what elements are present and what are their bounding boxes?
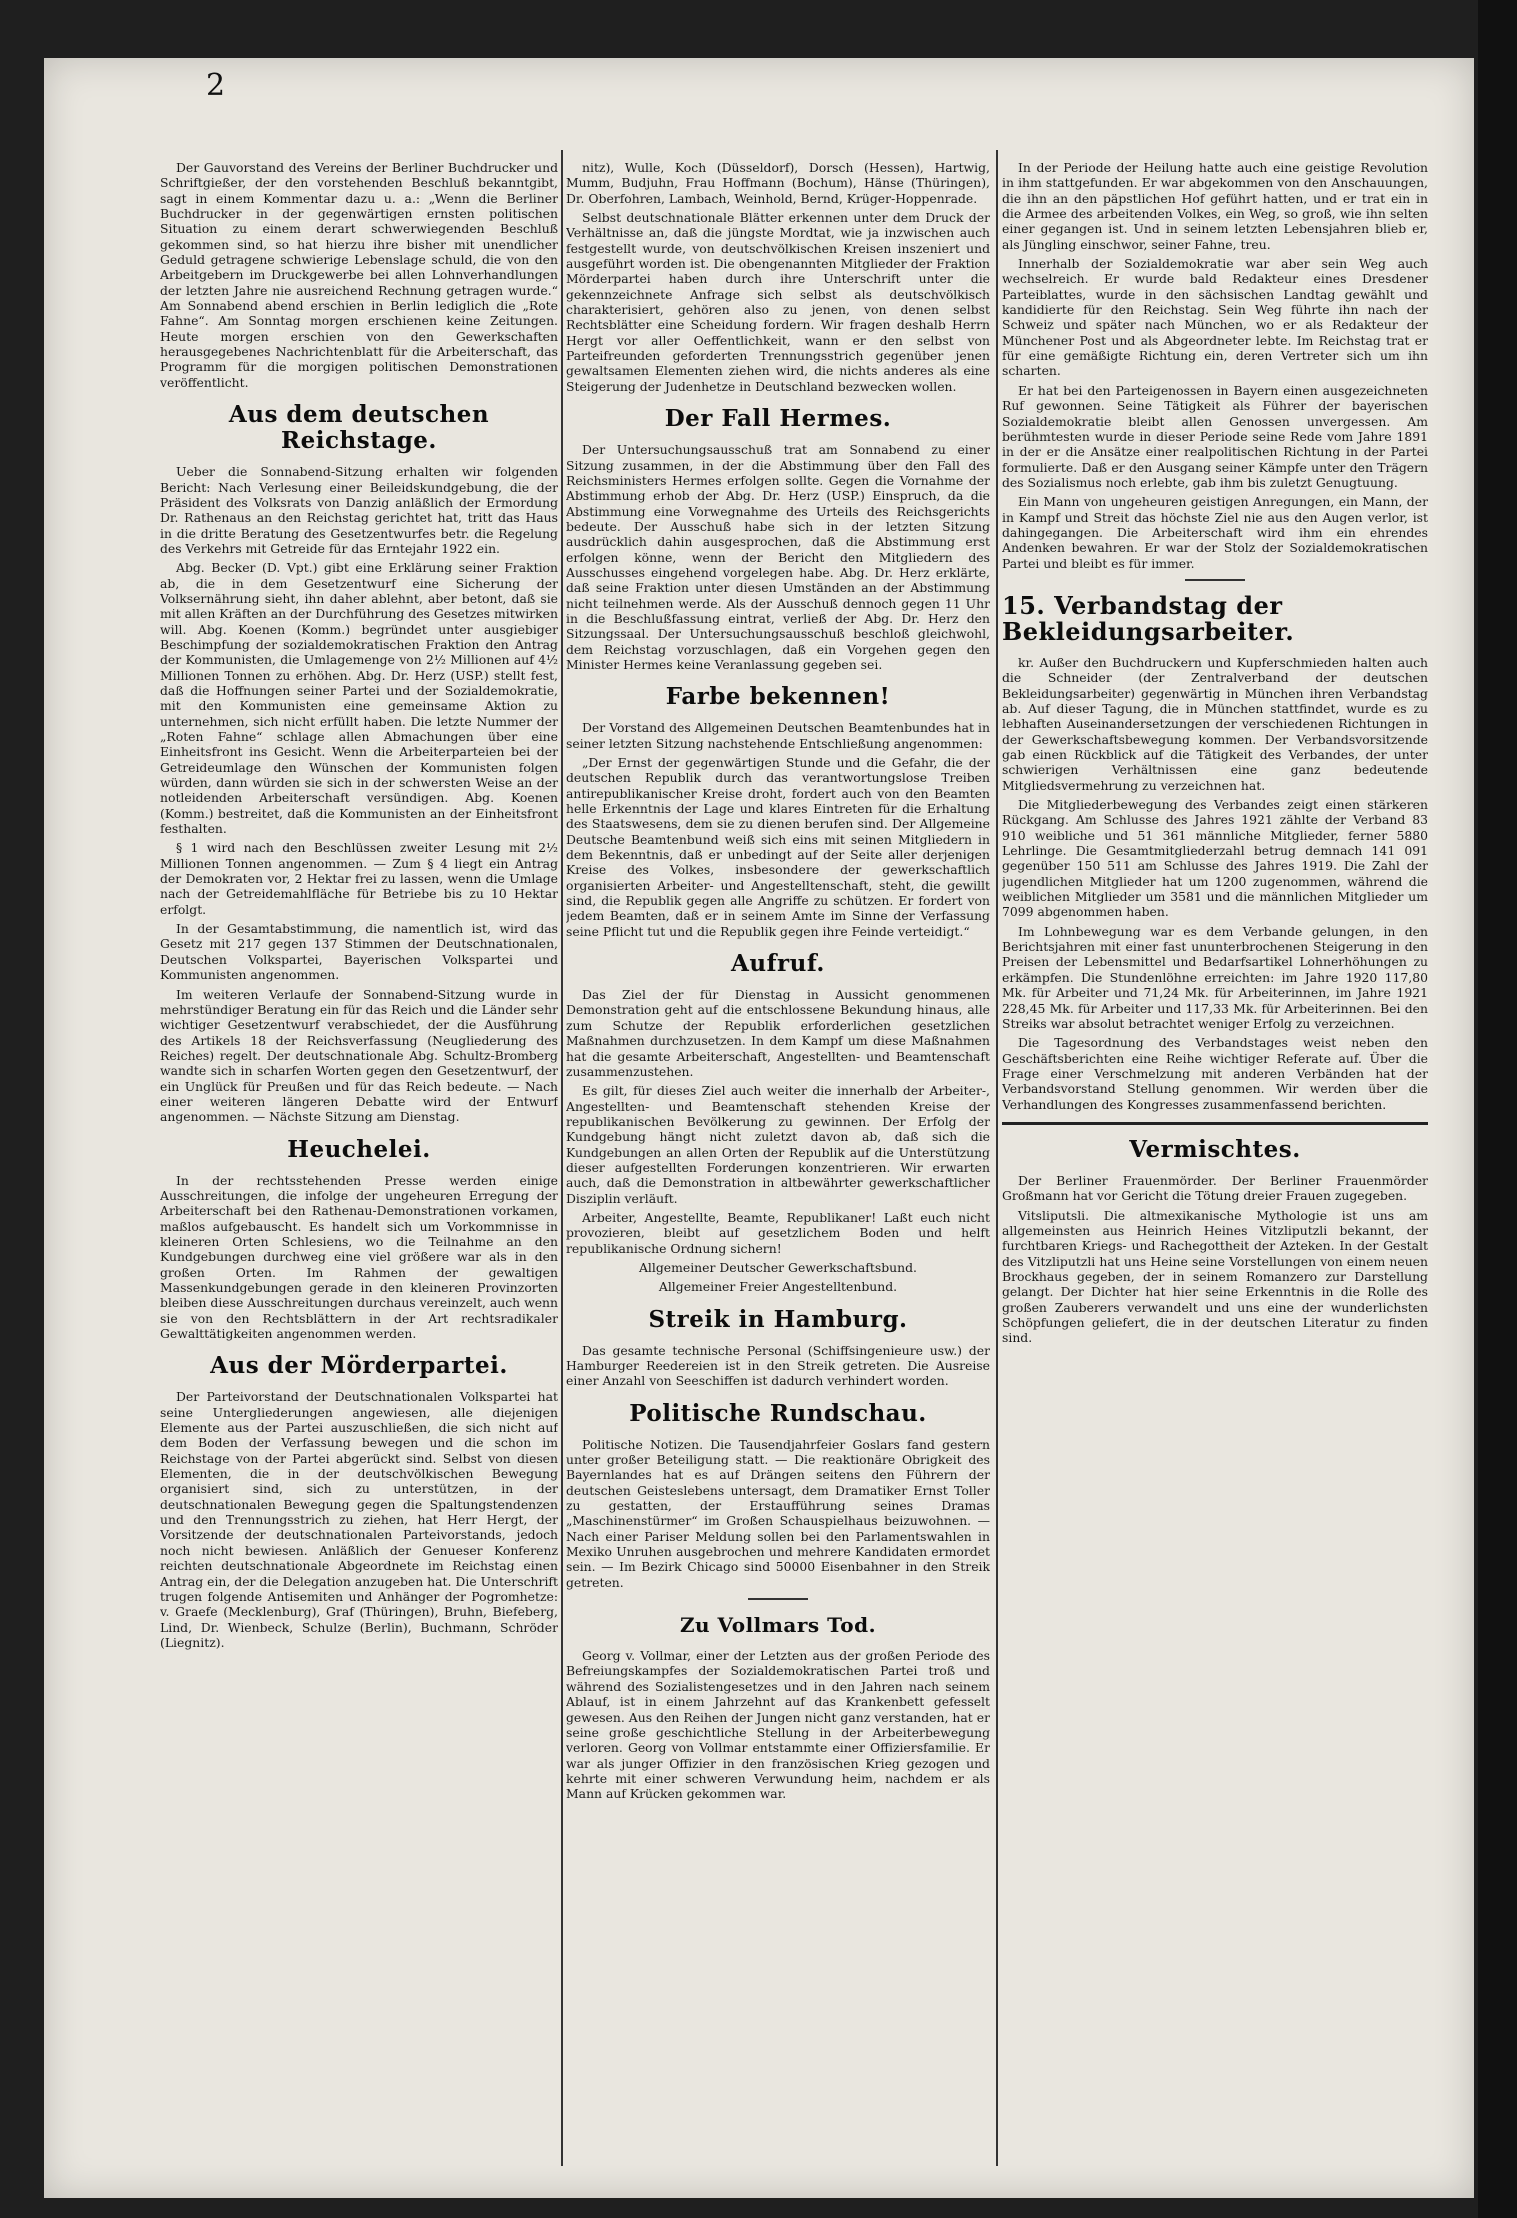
headline-heuchelei: Heuchelei.	[287, 1135, 431, 1163]
article-paragraph: Der Berliner Frauenmörder. Der Berliner Frauenmörder Großmann hat vor Gericht die Tötung dreier Frauen zugegeben.	[1002, 1172, 1428, 1204]
article-paragraph: Er hat bei den Parteigenossen in Bayern einen ausgezeichneten Ruf gewonnen. Seine Tätigkeit als Führer der bayerischen Sozialdemokratie bleibt allen Genossen unvergessen. Am berühmtesten wurde in dieser Periode seine Rede vom Jahre 1891 in der er die Ansätze einer realpolitischen Richtung in der Partei formulierte. Daß er den Ausgang seiner Kämpfe unter den Trägern des Sozialismus noch erlebte, gab ihm bis zuletzt Genugtuung.	[1002, 382, 1428, 490]
article-paragraph: Der Vorstand des Allgemeinen Deutschen Beamtenbundes hat in seiner letzten Sitzung nachstehende Entschließung angenommen:	[566, 720, 990, 751]
article-paragraph: Der Gauvorstand des Vereins der Berliner Buchdrucker und Schriftgießer, der den vorstehenden Beschluß bekanntgibt, sagt in einem Kommentar dazu u. a.: „Wenn die Berliner Buchdrucker in der gegenwärtigen ernsten politischen Situation zu einem derart schwerwiegenden Beschluß gekommen sind, so hat hierzu ihre bisher mit unendlicher Geduld getragene schwierige Lebenslage schuld, die von den Arbeitgebern im Druckgewerbe bei allen Lohnverhandlungen der letzten Jahre nie ausreichend Rechnung getragen wurde.“ Am Sonnabend abend erschien in Berlin lediglich die „Rote Fahne“. Am Sonntag morgen erschienen keine Zeitungen. Heute morgen erschien von den Gewerkschaften herausgegebenes Nachrichtenblatt für die Arbeiterschaft, das Programm für die morgigen politischen Demonstrationen veröffentlicht.	[160, 160, 558, 390]
article-paragraph: In der Periode der Heilung hatte auch eine geistige Revolution in ihm stattgefunden. Er war abgekommen von den Anschauungen, die ihn an den päpstlichen Hof geführt hatten, und er trat ein in die Armee des arbeitenden Volkes, ein Weg, so groß, wie ihn selten einer gegangen ist. Und in seinem letzten Lebensjahren blieb er, als Jüngling einschwor, seiner Fahne, treu.	[1002, 160, 1428, 252]
headline-fall-hermes: Der Fall Hermes.	[664, 405, 892, 433]
headline-aufruf: Aufruf.	[731, 950, 825, 978]
article-paragraph: Es gilt, für dieses Ziel auch weiter die innerhalb der Arbeiter-, Angestellten- und Beamtenschaft stehenden Kreise der republikanischen Bevölkerung zu gewinnen. Der Erfolg der Kundgebung hängt nicht zuletzt davon ab, daß sich die Kundgebungen an allen Orten der Republik auf die Unterstützung dieser aufgestellten Forderungen konzentrieren. Wir erwarten auch, daß die Demonstration in altbewährter gewerkschaftlicher Disziplin verläuft.	[566, 1083, 990, 1206]
article-paragraph: Innerhalb der Sozialdemokratie war aber sein Weg auch wechselreich. Er wurde bald Redakteur eines Dresdener Parteiblattes, wurde in den sächsischen Landtag gewählt und kandidierte für den Reichstag. Sein Weg führte ihn nach der Schweiz und später nach München, wo er als Redakteur der Münchener Post und als Abgeordneter lebte. Im Reichstag trat er für eine gemäßigte Richtung ein, deren Vertreter sich um ihn scharten.	[1002, 256, 1428, 379]
headline-verbandstag: 15. Verbandstag der Bekleidungsarbeiter.	[1002, 590, 1295, 646]
section-divider	[1002, 1122, 1428, 1125]
column-1	[160, 160, 558, 2166]
headline-reichstag: Aus dem deutschen Reichstage.	[228, 401, 490, 455]
article-paragraph: Vitsliputsli. Die altmexikanische Mythologie ist uns am allgemeinsten aus Heinrich Heines Vitzliputzli bekannt, der furchtbaren Kriegs- und Rachegottheit der Azteken. In der Gestalt des Vitzliputzli hat uns Heine seine Vorstellungen von einem neuen Brockhaus gegeben, der in seinem Romanzero zur Darstellung gelangt. Der Dichter hat hier seine Erkenntnis in die Rolle des großen Zauberers verwandelt und uns eine der wunderlichsten Schöpfungen geliefert, die in der deutschen Literatur zu finden sind.	[1002, 1207, 1428, 1346]
article-paragraph: Georg v. Vollmar, einer der Letzten aus der großen Periode des Befreiungskampfes der Sozialdemokratischen Partei troß und während des Sozialistengesetzes und in den Jahren nach seinem Ablauf, ist in einem Jahrzehnt auf das Krankenbett gefesselt gewesen. Aus den Reihen der Jungen nicht ganz verstanden, hat er seine große geschichtliche Stellung in der Arbeiterbewegung verloren. Georg von Vollmar entstammte einer Offiziersfamilie. Er war als junger Offizier in den französischen Krieg gezogen und kehrte mit einer schweren Verwundung heim, nachdem er als Mann auf Krücken gekommen war.	[566, 1648, 990, 1802]
column-rule	[996, 150, 998, 2166]
section-divider	[1185, 579, 1245, 581]
article-paragraph: Abg. Becker (D. Vpt.) gibt eine Erklärung seiner Fraktion ab, die in dem Gesetzentwurf eine Sicherung der Volksernährung sieht, ihn daher ablehnt, aber betont, daß sie mit allen Kräften an der Durchführung des Gesetzes mitwirken will. Abg. Koenen (Komm.) begründet unter ausgiebiger Beschimpfung der sozialdemokratischen Fraktion den Antrag der Kommunisten, die Umlagemenge von 2½ Millionen auf 4½ Millionen Tonnen zu erhöhen. Abg. Dr. Herz (USP.) stellt fest, daß die Hoffnungen seiner Partei und der Sozialdemokratie, mit den Kommunisten eine gemeinsame Aktion zu unternehmen, sich nicht erfüllt haben. Die letzte Nummer der „Roten Fahne“ schlage allen Abmachungen über eine Einheitsfront ins Gesicht. Wenn die Arbeiterparteien bei der Getreideumlage den Wünschen der Kommunisten folgen würden, dann würden sie sich in der schwersten Weise an der notleidenden Arbeiterschaft versündigen. Abg. Koenen (Komm.) bestreitet, daß die Kommunisten an der Einheitsfront festhalten.	[160, 560, 558, 837]
headline-politische-rundschau: Politische Rundschau.	[629, 1399, 927, 1427]
article-paragraph: kr. Außer den Buchdruckern und Kupferschmieden halten auch die Schneider (der Zentralverband der deutschen Bekleidungsarbeiter) gegenwärtig in München ihren Verbandstag ab. Auf dieser Tagung, die in München stattfindet, wurde es zu lebhaften Auseinandersetzungen der verschiedenen Richtungen in der Gewerkschaftsbewegung kommen. Der Verbandsvorsitzende gab einen Rückblick auf die Tätigkeit des Verbandes, der unter schwierigen Verhältnissen eine ganz bedeutende Mitgliedsvermehrung zu verzeichnen hat.	[1002, 654, 1428, 793]
article-paragraph: nitz), Wulle, Koch (Düsseldorf), Dorsch (Hessen), Hartwig, Mumm, Budjuhn, Frau Hoffmann (Bochum), Hänse (Thüringen), Dr. Oberfohren, Lambach, Weinhold, Bernd, Krüger-Hoppenrade.	[566, 160, 990, 206]
article-paragraph: In der Gesamtabstimmung, die namentlich ist, wird das Gesetz mit 217 gegen 137 Stimmen der Deutschnationalen, Deutschen Volkspartei, Bayerischen Volkspartei und Kommunisten angenommen.	[160, 921, 558, 983]
headline-moerderpartei: Aus der Mörderpartei.	[210, 1352, 508, 1380]
signature-line: Allgemeiner Freier Angestelltenbund.	[658, 1279, 898, 1295]
article-paragraph: In der rechtsstehenden Presse werden einige Ausschreitungen, die infolge der ungeheuren Erregung der Arbeiterschaft bei den Rathenau-Demonstrationen vorkamen, maßlos aufgebauscht. Es handelt sich um Vorkommnisse in kleineren Orten Schlesiens, wo die Teilnahme an den Kundgebungen durchweg eine viel größere war als in den großen Orten. Im Rahmen der gewaltigen Massenkundgebungen gerade in den kleineren Provinzorten bleiben diese Ausschreitungen durchaus vereinzelt, auch wenn sie von den Rechtsblättern in der Art rechtsradikaler Gewalttätigkeiten angenommen werden.	[160, 1172, 558, 1342]
article-paragraph: Selbst deutschnationale Blätter erkennen unter dem Druck der Verhältnisse an, daß die jüngste Mordtat, wie ja inzwischen auch festgestellt wurde, von deutschvölkischen Kreisen inszeniert und ausgeführt worden ist. Die obengenannten Mitglieder der Fraktion Mörderpartei haben durch ihre Unterschrift unter die gekennzeichnete Anfrage sich selbst als deutschvölkisch charakterisiert, gehören also zu jenen, von denen selbst Rechtsblätter eine Scheidung fordern. Wir fragen deshalb Herrn Hergt vor aller Oeffentlichkeit, wann er den selbst von Parteifreunden geforderten Trennungsstrich gegenüber jenen gewaltsamen Elementen ziehen wird, die nichts anderes als eine Steigerung der Judenhetze in Deutschland bezwecken wollen.	[566, 210, 990, 394]
headline-farbe-bekennen: Farbe bekennen!	[665, 683, 891, 711]
column-3	[1002, 160, 1428, 2166]
article-paragraph: Ueber die Sonnabend-Sitzung erhalten wir folgenden Bericht: Nach Verlesung einer Beileidskundgebung, die der Präsident des Volksrats von Danzig anläßlich der Ermordung Dr. Rathenaus an den Reichstag gerichtet hat, tritt das Haus in die dritte Beratung des Gesetzentwurfes betr. die Regelung des Verkehrs mit Getreide für das Erntejahr 1922 ein.	[160, 464, 558, 556]
article-paragraph: Arbeiter, Angestellte, Beamte, Republikaner! Laßt euch nicht provozieren, bleibt auf gesetzlichem Boden und helft republikanische Ordnung sichern!	[566, 1209, 990, 1256]
article-paragraph: „Der Ernst der gegenwärtigen Stunde und die Gefahr, die der deutschen Republik durch das verantwortungslose Treiben antirepublikanischer Kreise droht, fordert auch von den Beamten helle Erkenntnis der Lage und klares Eintreten für die Erhaltung des Staatswesens, dem sie zu dienen berufen sind. Der Allgemeine Deutsche Beamtenbund weiß sich eins mit seinen Mitgliedern in dem Bekenntnis, daß er unbedingt auf der Seite aller derjenigen Kreise des Volkes, insbesondere der gewerkschaftlich organisierten Arbeiter- und Angestelltenschaft, steht, die gewillt sind, die Republik gegen alle Angriffe zu schützen. Er fordert von jedem Beamten, daß er in seinem Amte im Sinne der Verfassung seine Pflicht tut und die Republik gegen ihre Feinde verteidigt.“	[566, 755, 990, 939]
article-paragraph: Der Untersuchungsausschuß trat am Sonnabend zu einer Sitzung zusammen, in der die Abstimmung über den Fall des Reichsministers Hermes erfolgen sollte. Gegen die Vornahme der Abstimmung erhob der Abg. Dr. Herz (USP.) Einspruch, da die Abstimmung eine Vorwegnahme des Urteils des Reichsgerichts bedeute. Der Ausschuß habe sich in der letzten Sitzung ausdrücklich dahin ausgesprochen, daß die Abstimmung erst erfolgen könne, wenn der Bericht den Mitgliedern des Ausschusses eingehend vorgelegen habe. Abg. Dr. Herz erklärte, daß seine Fraktion unter diesen Umständen an der Abstimmung nicht teilnehmen werde. Als der Ausschuß dennoch gegen 11 Uhr in die Beschlußfassung eintrat, verließ der Abg. Dr. Herz den Sitzungssaal. Der Untersuchungsausschuß beschloß gleichwohl, dem Reichstag vorzuschlagen, daß ein Vorgehen gegen den Minister Hermes keine Veranlassung gegeben sei.	[566, 442, 990, 672]
page-number: 2	[206, 68, 226, 103]
headline-vollmars-tod: Zu Vollmars Tod.	[679, 1613, 877, 1638]
article-paragraph: Im Lohnbewegung war es dem Verbande gelungen, in den Berichtsjahren mit einer fast ununterbrochenen Steigerung in den Preisen der Lebensmittel und Bedarfsartikel Lohnerhöhungen zu erkämpfen. Die Stundenlöhne erreichten: im Jahre 1920 117,80 Mk. für Arbeiter und 71,24 Mk. für Arbeiterinnen, im Jahre 1921 228,45 Mk. für Arbeiter und 117,33 Mk. für Arbeiterinnen. Bei den Streiks war absolut betrachtet weniger Erfolg zu verzeichnen.	[1002, 923, 1428, 1031]
headline-vermischtes: Vermischtes.	[1129, 1135, 1301, 1163]
article-paragraph: Politische Notizen. Die Tausendjahrfeier Goslars fand gestern unter großer Beteiligung statt. — Die reaktionäre Obrigkeit des Bayernlandes hat es auf Drängen seitens den Führern der deutschen Geisteslebens untersagt, dem Dramatiker Ernst Toller zu gestatten, der Erstaufführung seines Dramas „Maschinenstürmer“ im Großen Schauspielhaus beizuwohnen. — Nach einer Pariser Meldung sollen bei den Parlamentswahlen in Mexiko Unruhen ausgebrochen und mehrere Kandidaten ermordet sein. — Im Bezirk Chicago sind 50000 Eisenbahner in den Streik getreten.	[566, 1436, 990, 1590]
signature-line: Allgemeiner Deutscher Gewerkschaftsbund.	[638, 1259, 917, 1275]
column-rule	[561, 150, 563, 2166]
article-paragraph: Ein Mann von ungeheuren geistigen Anregungen, ein Mann, der in Kampf und Streit das höchste Ziel nie aus den Augen verlor, ist dahingegangen. Die Arbeiterschaft wird ihm ein ehrendes Andenken bewahren. Er war der Stolz der Sozialdemokratischen Partei und bleibt es für immer.	[1002, 494, 1428, 571]
article-paragraph: Die Tagesordnung des Verbandstages weist neben den Geschäftsberichten eine Reihe wichtiger Referate auf. Über die Frage einer Verschmelzung mit anderen Verbänden hat der Verbandsvorstand Stellung genommen. Wir werden über die Verhandlungen des Kongresses zusammenfassend berichten.	[1002, 1035, 1428, 1112]
headline-streik-hamburg: Streik in Hamburg.	[648, 1305, 908, 1333]
scan-edge	[1478, 0, 1517, 2218]
article-paragraph: Die Mitgliederbewegung des Verbandes zeigt einen stärkeren Rückgang. Am Schlusse des Jahres 1921 zählte der Verband 83 910 weibliche und 51 361 männliche Mitglieder, ferner 5880 Lehrlinge. Die Gesamtmitgliederzahl betrug demnach 141 091 gegenüber 150 511 am Schlusse des Jahres 1919. Die Zahl der jugendlichen Mitglieder hat um 1200 zugenommen, während die weiblichen Mitglieder um 3581 und die männlichen Mitglieder um 7099 abgenommen haben.	[1002, 797, 1428, 920]
article-paragraph: Das Ziel der für Dienstag in Aussicht genommenen Demonstration geht auf die entschlossene Bekundung hinaus, alle zum Schutze der Republik erforderlichen gesetzlichen Maßnahmen durchzusetzen. In dem Kampf um diese Maßnahmen hat die gesamte Arbeiterschaft, Angestellten- und Beamtenschaft zusammenzustehen.	[566, 987, 990, 1079]
article-paragraph: Der Parteivorstand der Deutschnationalen Volkspartei hat seine Untergliederungen angewiesen, alle diejenigen Elemente aus der Partei auszuschließen, die sich nicht auf dem Boden der Verfassung bewegen und die schon im Reichstage von der Partei abgerückt sind. Selbst von diesen Elementen, die in der deutschvölkischen Bewegung organisiert sind, sich zu unterstützen, in der deutschnationalen Bewegung gegen die Spaltungstendenzen und den Trennungsstrich zu ziehen, hat Herr Hergt, der Vorsitzende der deutschnationalen Parteivorstands, jedoch noch nicht bewiesen. Anläßlich der Genueser Konferenz reichten deutschnationale Abgeordnete im Reichstag einen Antrag ein, der die Delegation anzugeben hat. Die Unterschrift trugen folgende Antisemiten und Anhänger der Pogromhetze: v. Graefe (Mecklenburg), Graf (Thüringen), Bruhn, Biefeberg, Lind, Dr. Wienbeck, Schulze (Berlin), Buchmann, Schröder (Liegnitz).	[160, 1389, 558, 1650]
article-paragraph: Das gesamte technische Personal (Schiffsingenieure usw.) der Hamburger Reedereien ist in den Streik getreten. Die Ausreise einer Anzahl von Seeschiffen ist dadurch verhindert worden.	[566, 1342, 990, 1389]
column-2	[566, 160, 990, 2166]
section-divider	[748, 1598, 808, 1600]
article-paragraph: Im weiteren Verlaufe der Sonnabend-Sitzung wurde in mehrstündiger Beratung ein für das Reich und die Länder sehr wichtiger Gesetzentwurf verabschiedet, der die Ausführung des Artikels 18 der Reichsverfassung (Neugliederung des Reiches) regelt. Der deutschnationale Abg. Schultz-Bromberg wandte sich in scharfen Worten gegen den Gesetzentwurf, der ein Unglück für Preußen und für das Reich bedeute. — Nach einer weiteren längeren Debatte wird der Entwurf angenommen. — Nächste Sitzung am Dienstag.	[160, 986, 558, 1125]
article-paragraph: § 1 wird nach den Beschlüssen zweiter Lesung mit 2½ Millionen Tonnen angenommen. — Zum § 4 liegt ein Antrag der Demokraten vor, 2 Hektar frei zu lassen, wenn die Umlage nach der Getreidemahlfläche für Betriebe bis zu 10 Hektar erfolgt.	[160, 840, 558, 917]
